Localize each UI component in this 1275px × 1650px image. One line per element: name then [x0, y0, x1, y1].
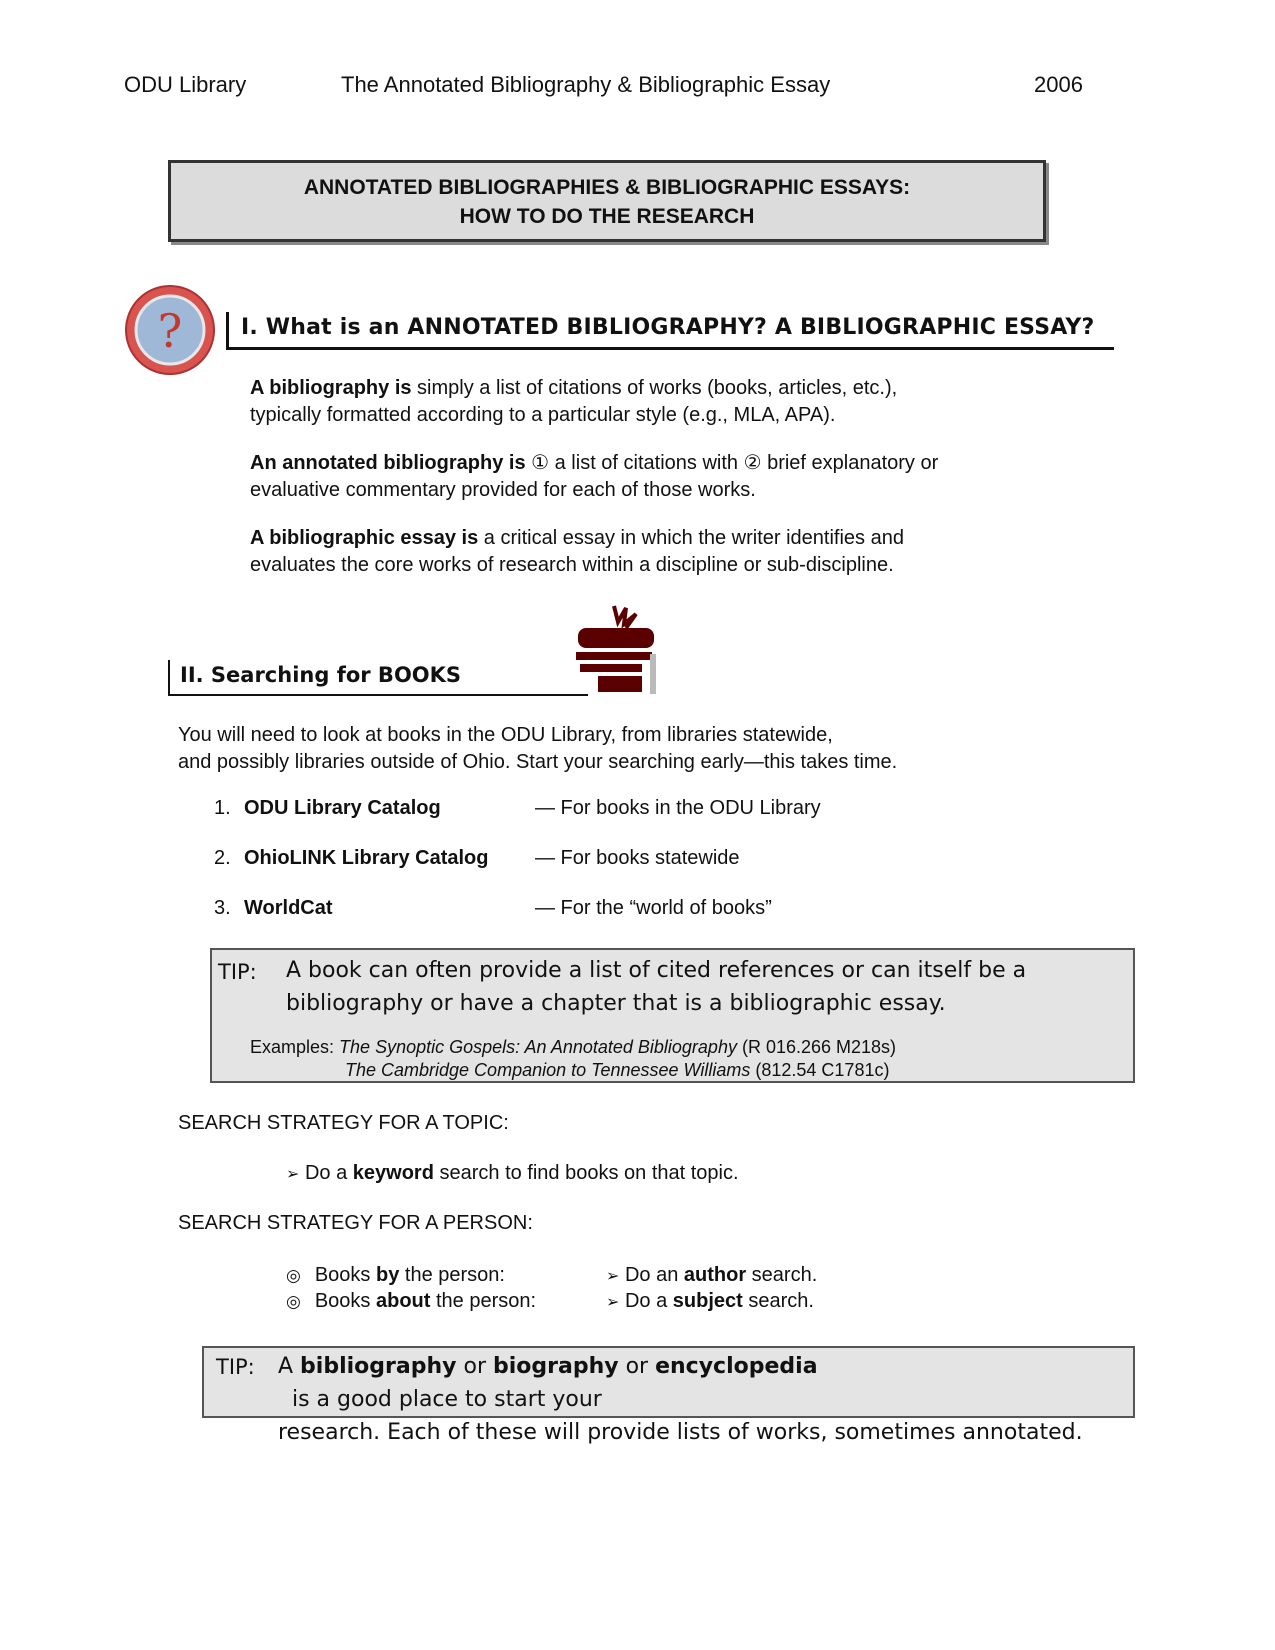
tip2-label: TIP:: [216, 1355, 255, 1379]
tip2-biography: biography: [492, 1354, 619, 1379]
def3-text: a critical essay in which the writer identifies and: [478, 527, 904, 549]
section2-heading: II. Searching for BOOKS: [168, 660, 588, 696]
arrow-bullet-icon: ➢: [606, 1266, 620, 1285]
topic-pre: Do a: [299, 1162, 353, 1184]
def2-text: ① a list of citations with ② brief explanatory or: [525, 452, 939, 474]
person-row-1-right: [606, 1262, 817, 1289]
target-bullet-icon: ◎: [286, 1266, 301, 1286]
examples-label: Examples:: [250, 1037, 340, 1057]
row1-apre: Do an: [619, 1264, 684, 1286]
strategy-topic-item: [286, 1160, 986, 1187]
def1-text2: typically formatted according to a particular style (e.g., MLA, APA).: [250, 404, 836, 426]
question-icon: [124, 284, 216, 376]
tip1-example2: [345, 1059, 1125, 1082]
tip2-or2: or: [618, 1354, 656, 1379]
strategy-topic-heading: SEARCH STRATEGY FOR A TOPIC:: [178, 1112, 509, 1134]
tip-box-reference: [202, 1346, 1135, 1445]
title-line1: ANNOTATED BIBLIOGRAPHIES & BIBLIOGRAPHIC ESSAYS:: [303, 176, 911, 199]
section2-intro: [178, 722, 1098, 776]
row2-apre: Do a: [619, 1290, 673, 1312]
row1-pre: Books: [314, 1264, 376, 1286]
tip-box-books: [210, 948, 1135, 1083]
def2-text2: evaluative commentary provided for each of those works.: [250, 479, 756, 501]
header-left: ODU Library: [124, 72, 247, 97]
catalog-desc-1: — For books in the ODU Library: [535, 797, 821, 819]
tip2-encyclopedia: encyclopedia: [655, 1354, 818, 1379]
row2-pre: Books: [314, 1290, 376, 1312]
catalog-num-3: 3.: [214, 897, 231, 919]
tip2-or1: or: [456, 1354, 493, 1379]
intro-line1: You will need to look at books in the ODU Library, from libraries statewide,: [178, 724, 833, 746]
tip2-rest: is a good place to start your: [278, 1387, 602, 1412]
row2-abold: subject: [672, 1290, 743, 1312]
title-box: [168, 160, 1046, 242]
row2-post: the person:: [430, 1290, 537, 1312]
topic-post: search to find books on that topic.: [433, 1162, 739, 1184]
row1-post: the person:: [399, 1264, 505, 1286]
arrow-bullet-icon: ➢: [286, 1164, 300, 1183]
definition-bibliography: [250, 375, 1070, 429]
person-row-2-right: [606, 1288, 814, 1315]
row1-apost: search.: [746, 1264, 818, 1286]
person-row-2-left: [286, 1288, 536, 1316]
row1-abold: author: [683, 1264, 747, 1286]
catalog-desc-3: — For the “world of books”: [535, 897, 772, 919]
strategy-person-heading: SEARCH STRATEGY FOR A PERSON:: [178, 1212, 533, 1234]
section1-heading: I. What is an ANNOTATED BIBLIOGRAPHY? A BIBLIOGRAPHIC ESSAY?: [226, 312, 1114, 350]
def1-term: A bibliography is: [250, 377, 412, 399]
catalog-desc-2: — For books statewide: [535, 847, 740, 869]
def3-term: A bibliographic essay is: [250, 527, 479, 549]
example2-title: The Cambridge Companion to Tennessee Williams: [345, 1060, 751, 1080]
tip1-text: [286, 954, 1126, 1020]
row2-bold: about: [376, 1290, 431, 1312]
title-line2: HOW TO DO THE RESEARCH: [459, 205, 755, 228]
catalog-name-1: ODU Library Catalog: [244, 797, 441, 819]
header-center: The Annotated Bibliography & Bibliographic Essay: [341, 72, 831, 97]
person-row-1-left: [286, 1262, 505, 1290]
tip2-text: [278, 1350, 1128, 1449]
def3-text2: evaluates the core works of research within a discipline or sub-discipline.: [250, 554, 894, 576]
definition-essay: [250, 525, 1070, 579]
example2-call: (812.54 C1781c): [750, 1060, 890, 1080]
target-bullet-icon: ◎: [286, 1292, 301, 1312]
row2-apost: search.: [742, 1290, 814, 1312]
def2-term: An annotated bibliography is: [250, 452, 526, 474]
topic-keyword: keyword: [352, 1162, 434, 1184]
intro-line2: and possibly libraries outside of Ohio. Start your searching early—this takes time.: [178, 751, 898, 773]
definition-annotated: [250, 450, 1070, 504]
svg-text:?: ?: [157, 304, 183, 358]
catalog-name-3: WorldCat: [244, 897, 333, 919]
tip1-line2: bibliography or have a chapter that is a bibliographic essay.: [286, 991, 946, 1016]
example1-title: The Synoptic Gospels: An Annotated Bibliography: [339, 1037, 737, 1057]
catalog-num-2: 2.: [214, 847, 231, 869]
tip1-examples: [250, 1036, 1110, 1059]
tip2-a: A: [278, 1354, 301, 1379]
catalog-num-1: 1.: [214, 797, 231, 819]
tip1-label: TIP:: [218, 960, 257, 984]
arrow-bullet-icon: ➢: [606, 1292, 620, 1311]
tip2-bibliography: bibliography: [300, 1354, 457, 1379]
row1-bold: by: [376, 1264, 400, 1286]
tip1-line1: A book can often provide a list of cited references or can itself be a: [286, 958, 1027, 983]
tip2-line2: research. Each of these will provide lists of works, sometimes annotated.: [278, 1420, 1083, 1445]
def1-text: simply a list of citations of works (books, articles, etc.),: [411, 377, 898, 399]
example1-call: (R 016.266 M218s): [736, 1037, 897, 1057]
catalog-name-2: OhioLINK Library Catalog: [244, 847, 489, 869]
header-right: 2006: [1034, 72, 1083, 97]
